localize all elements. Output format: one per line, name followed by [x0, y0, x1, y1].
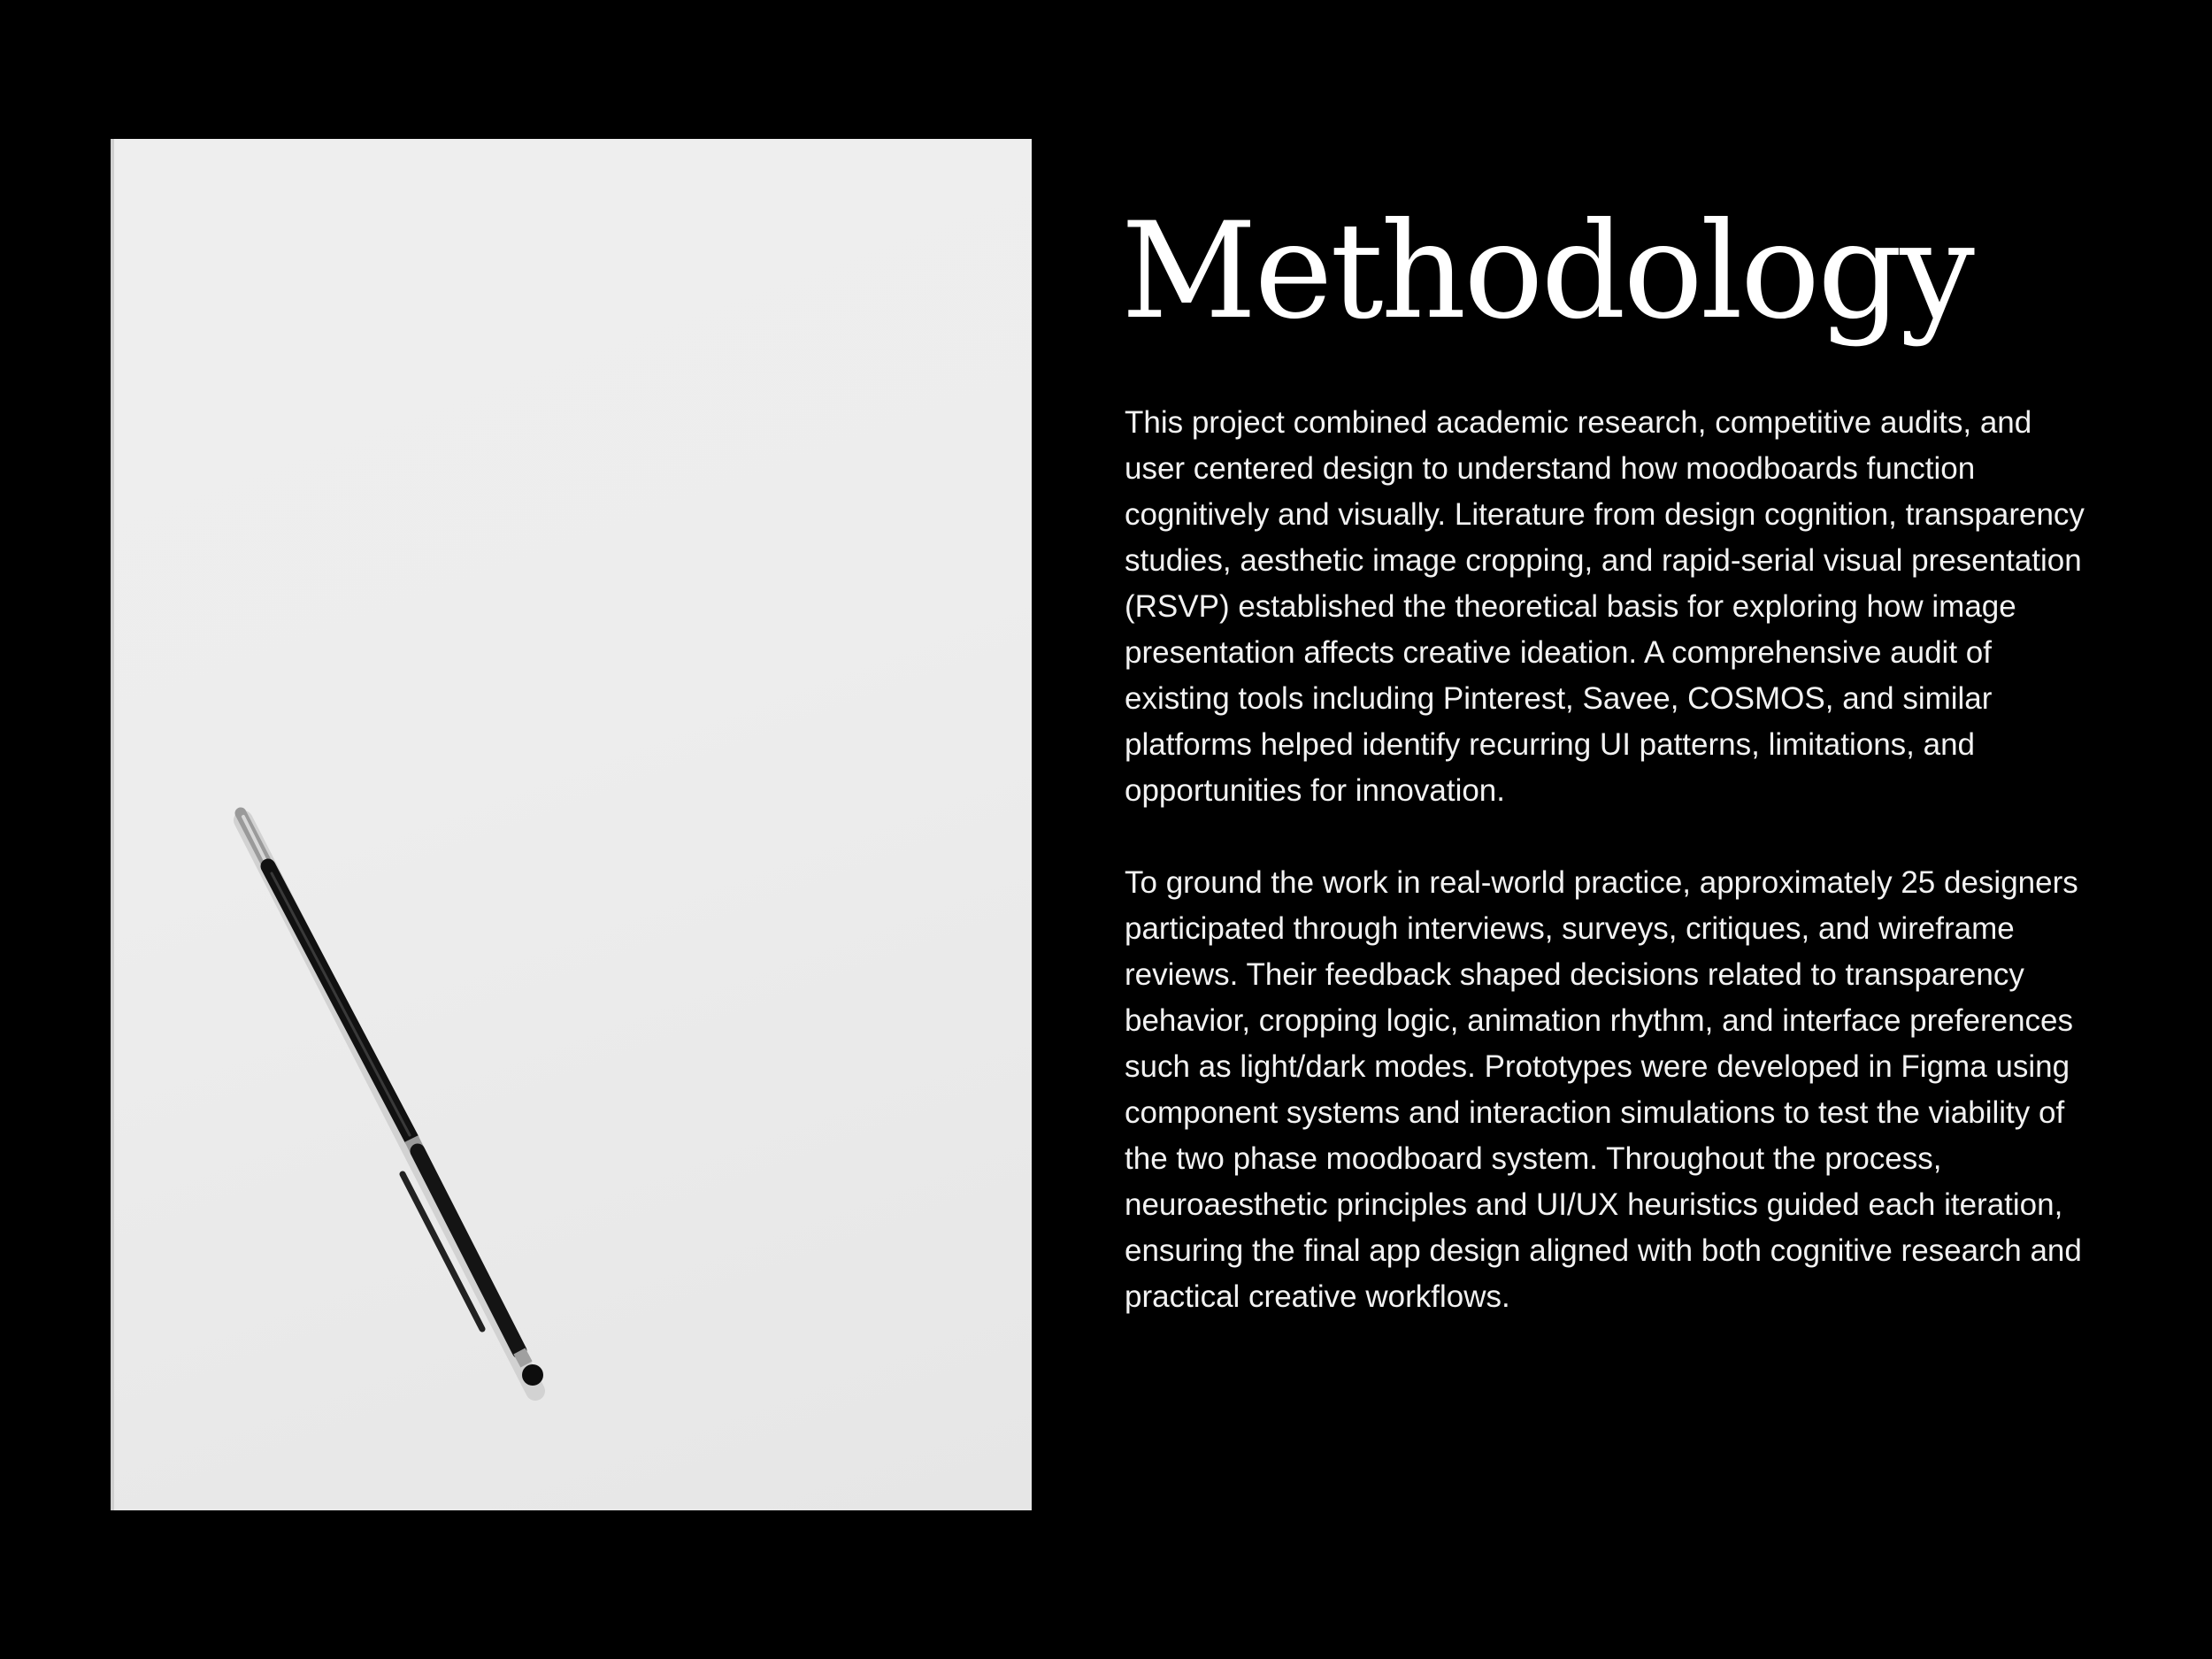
paragraph-research: This project combined academic research, competitive audits, and user centered design to understand how moodboards function cognitively and visually. Literature from design cognition, transparency studies, aesthetic image cropping, and rapid-serial visual presentation (RSVP) established the theoretical basis for exploring how image presentation affects creative ideation. A comprehensive audit of existing tools including Pinterest, Savee, COSMOS, and similar platforms helped identify recurring UI patterns, limitations, and opportunities for innovation. [1125, 405, 2085, 808]
pen-icon [111, 139, 1032, 1510]
paragraph-practice: To ground the work in real-world practice, approximately 25 designers participated through interviews, surveys, critiques, and wireframe reviews. Their feedback shaped decisions related to transparency behavior, cropping logic, animation rhythm, and interface preferences such as light/dark modes. Prototypes were developed in Figma using component systems and interaction simulations to test the viability of the two phase moodboard system. Throughout the process, neuroaesthetic principles and UI/UX heuristics guided each iteration, ensuring the final app design aligned with both cognitive research and practical creative workflows. [1125, 865, 2082, 1314]
paper-and-pen-photo [111, 139, 1032, 1510]
page-title: Methodology [1121, 195, 1972, 349]
methodology-section [1121, 195, 2116, 1366]
